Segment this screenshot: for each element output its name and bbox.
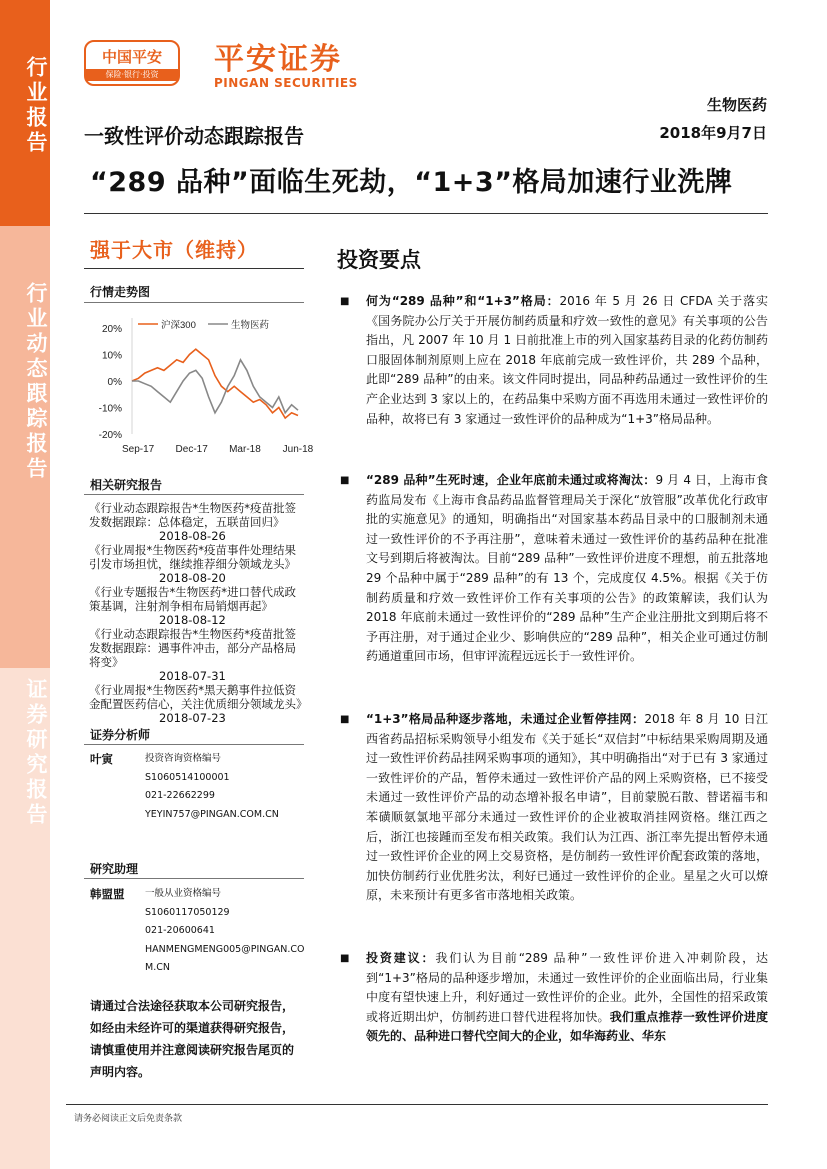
logo-tagline: 保险·银行·投资	[86, 69, 178, 81]
report-date: 2018年9月7日	[659, 124, 767, 142]
footer-note: 请务必阅读正文后免责条款	[74, 1114, 183, 1124]
x-tick-label: Dec-17	[175, 444, 208, 455]
analyst-email: YEYIN757@PINGAN.COM.CN	[145, 808, 279, 820]
x-tick-label: Sep-17	[122, 444, 155, 455]
analyst-name: 叶寅	[90, 752, 113, 766]
y-tick-label: 0%	[107, 377, 122, 388]
legend-label: 沪深300	[161, 320, 196, 331]
side-band-bottom	[0, 668, 50, 1169]
analyst-license: S1060514100001	[145, 771, 230, 783]
assistant-name: 韩盟盟	[90, 887, 125, 901]
analyst-qualification: 投资咨询资格编号	[145, 753, 222, 764]
side-band-label: 行业动态跟踪报告	[24, 282, 48, 482]
industry-label: 生物医药	[706, 96, 767, 114]
related-report-title: 《行业动态跟踪报告*生物医药*疫苗批签发数据跟踪：遇事件冲击，部分产品格局将变》	[89, 627, 296, 669]
related-report-date: 2018-08-12	[159, 613, 226, 627]
list-item	[89, 543, 304, 585]
analyst-heading: 证券分析师	[90, 728, 151, 742]
summary-paragraph	[340, 710, 768, 906]
list-item	[89, 683, 308, 725]
ping-an-securities-logo-en: PINGAN SECURITIES	[214, 76, 358, 90]
related-report-title: 《行业动态跟踪报告*生物医药*疫苗批签发数据跟踪：总体稳定，五联苗回归》	[89, 501, 296, 529]
bullet-icon: ■	[340, 475, 350, 486]
disclaimer: 请通过合法途径获取本公司研究报告，如经由未经许可的渠道获得研究报告，请慎重使用并注意阅读研究报告尾页的声明内容。	[90, 999, 295, 1079]
bullet-icon: ■	[340, 953, 350, 964]
paragraph-lead: 投资建议：	[366, 951, 436, 965]
trend-heading: 行情走势图	[90, 285, 151, 299]
list-item	[89, 627, 304, 683]
related-report-title: 《行业专题报告*生物医药*进口替代成政策基调，注射剂争相布局销烟再起》	[89, 585, 296, 613]
assistant-info	[145, 885, 305, 978]
paragraph-body: 2018 年 8 月 10 日江西省药品招标采购领导小组发布《关于延长“双信封”中标结果采购周期及通过一致性评价药品挂网采购事项的通知》，其中明确指出“对于已有 3 家通过一致性评价的产品，暂停未通过一致性评价产品的网上采购资格，已不接受未通过一致性评价产品的动态增补报名申请”，目前蒙脱石散、替诺福韦和苯磺顺氨氯地平部分未通过一致性评价的企业被取消挂网资格。继江西之后，浙江也接踵而至发布相关政策。我们认为江西、浙江率先提出暂停未通过一致性评价企业的网上交易资格，是仿制药一致性评价配套政策的落地，加快仿制药行业优胜劣汰，利好已通过一致性评价的企业。星星之火可以燎原，未来预计有更多省市落地相关政策。	[366, 712, 768, 903]
paragraph-body: 9 月 4 日，上海市食药监局发布《上海市食品药品监督管理局关于深化“放管服”改革优化行政审批的实施意见》的通知，明确指出“对国家基本药品目录中的口服制剂未通过一致性评价的不予再注册”，意味着未通过一致性评价的基药品种在批准文号到期后将被淘汰。目前“289 品种”一致性评价进度不理想，前五批落地 29 个品种中属于“289 品种”的有 13 个，完成度仅 4.5%。根据《关于仿制药质量和疗效一致性评价工作有关事项的公告》的政策解读，我们认为 2018 年底前未通过一致性评价的“289 品种”生产企业注册批文到期后将不予再注册，对于通过企业少、影响供应的“289 品种”，相关企业可通过仿制药通道重回市场，但审评流程远远长于一致性评价。	[366, 473, 768, 664]
market-trend-chart	[86, 310, 314, 460]
y-tick-label: -10%	[98, 403, 122, 415]
side-band-top	[0, 0, 50, 226]
logo-text: 中国平安	[101, 48, 162, 66]
list-item	[89, 501, 304, 543]
summary-paragraph	[340, 471, 768, 667]
related-report-date: 2018-07-31	[159, 669, 226, 683]
bullet-icon: ■	[340, 714, 350, 725]
analyst-phone: 021-22662299	[145, 790, 215, 801]
footer-divider	[66, 1104, 768, 1105]
paragraph-body: 2016 年 5 月 26 日 CFDA 关于落实《国务院办公厅关于开展仿制药质量和疗效一致性的意见》有关事项的公告指出，凡 2007 年 10 月 1 日前批准上市的列入国家基药目录的化药仿制药口服固体制剂原则上应在 2018 年底前完成一致性评价，共 289 个品种，此即“289 品种”的由来。该文件同时提出，同品种药品通过一致性评价的生产企业达到 3 家以上的，在药品集中采购方面不再选用未通过一致性评价的品种，故将已有 3 家通过一致性评价的品种成为“1+3”格局品种。	[366, 294, 769, 426]
summary-heading: 投资要点	[337, 248, 421, 272]
summary-paragraph	[340, 292, 768, 429]
paragraph-lead: “289 品种”生死时速，企业年底前未通过或将淘汰：	[366, 473, 656, 487]
x-tick-label: Mar-18	[229, 444, 261, 455]
list-item	[89, 585, 304, 627]
related-report-date: 2018-07-23	[159, 711, 226, 725]
paragraph-tail: 我们重点推荐一致性评价进度领先的、品种进口替代空间大的企业，如华海药业、华东	[366, 1009, 768, 1044]
rating-divider	[84, 268, 304, 269]
related-report-title: 《行业周报*生物医药*黑天鹅事件拉低资金配置医药信心，关注优质细分领域龙头》	[89, 683, 308, 711]
y-tick-label: 10%	[101, 350, 122, 362]
assistant-heading: 研究助理	[90, 862, 139, 876]
side-band-middle	[0, 226, 50, 668]
ping-an-securities-logo: 平安证券	[214, 42, 342, 77]
summary-paragraph	[340, 949, 768, 1047]
paragraph-body: 我们认为目前“289 品种”一致性评价进入冲刺阶段，达到“1+3”格局的品种逐步增加，未通过一致性评价的企业面临出局，行业集中度有望快速上升，利好通过一致性评价的企业。此外，全国性的招采政策或将近期出炉，仿制药进口替代进程将加快。	[366, 951, 768, 1024]
rating: 强于大市（维持）	[90, 238, 258, 262]
section-divider	[84, 494, 304, 495]
related-heading: 相关研究报告	[90, 478, 163, 492]
side-band-label: 行业报告	[24, 56, 48, 156]
assistant-qualification: 一般从业资格编号	[145, 888, 222, 899]
analyst-info	[145, 750, 305, 824]
ping-an-group-logo	[84, 40, 180, 86]
y-tick-label: 20%	[101, 324, 122, 335]
y-tick-label: -20%	[98, 430, 122, 441]
report-title: “289 品种”面临生死劫，“1+3”格局加速行业洗牌	[90, 167, 733, 198]
title-divider	[84, 213, 768, 214]
paragraph-lead: 何为“289 品种”和“1+3”格局：	[366, 294, 560, 308]
related-report-title: 《行业周报*生物医药*疫苗事件处理结果引发市场担忧，继续推荐细分领域龙头》	[89, 543, 296, 571]
assistant-email: HANMENGMENG005@PINGAN.COM.CN	[145, 943, 305, 973]
section-divider	[84, 744, 304, 745]
report-type: 一致性评价动态跟踪报告	[84, 124, 304, 148]
related-report-date: 2018-08-20	[159, 571, 226, 585]
section-divider	[84, 878, 304, 879]
side-band-label: 证券研究报告	[24, 678, 48, 828]
bullet-icon: ■	[340, 296, 350, 307]
assistant-license: S1060117050129	[145, 906, 230, 918]
section-divider	[84, 302, 304, 303]
related-reports-list	[89, 501, 308, 725]
legend-label: 生物医药	[231, 320, 270, 331]
related-report-date: 2018-08-26	[159, 529, 226, 543]
assistant-phone: 021-20600641	[145, 925, 215, 936]
paragraph-lead: “1+3”格局品种逐步落地，未通过企业暂停挂网：	[366, 712, 645, 726]
x-tick-label: Jun-18	[282, 444, 314, 455]
